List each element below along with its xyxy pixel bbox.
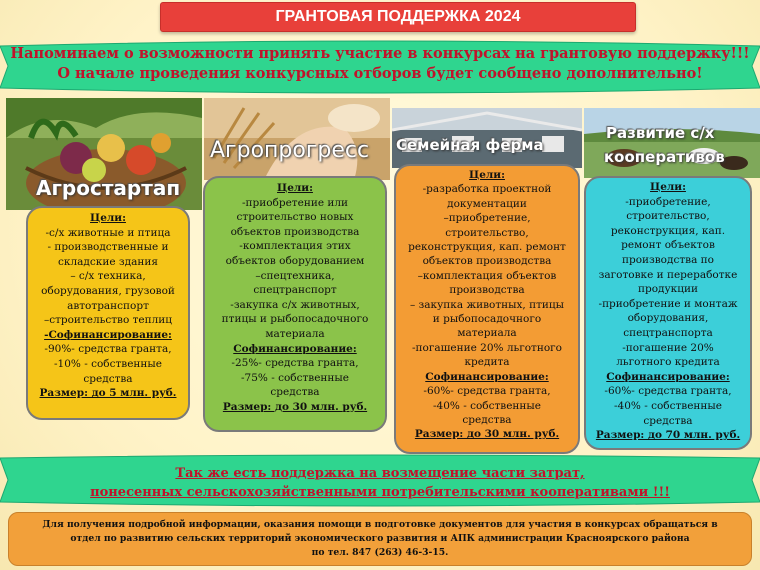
card-text-line: -40% - собственные	[613, 399, 722, 412]
reminder-line-2: О начале проведения конкурсных отборов будет сообщено дополнительно!	[57, 65, 703, 82]
card-text-line: льготного кредита	[616, 356, 720, 369]
family-farm-photo	[392, 108, 582, 168]
card-text-line: ремонт объектов	[621, 239, 715, 252]
card-text-line: –приобретение,	[443, 212, 531, 225]
card-text-line: производства	[449, 284, 525, 297]
card-heading-line: Цели:	[469, 169, 505, 181]
card-heading-line: Размер: до 30 млн. руб.	[414, 428, 560, 441]
cooperatives-label-1: Развитие с/х	[606, 124, 715, 142]
card-text-line: объектов производства	[230, 225, 360, 238]
contact-line-2: отдел по развитию сельских территорий экономического развития и АПК администрации Красноярского района	[70, 533, 690, 544]
card-text-line: -с/х животные и птица	[45, 226, 171, 239]
cooperatives-card	[584, 176, 752, 450]
card-text-line: –спецтехника,	[255, 269, 335, 282]
cooperatives-label-2: кооперативов	[604, 148, 725, 166]
card-text-line: оборудования,	[627, 312, 709, 325]
card-text-line: -40% - собственные	[432, 399, 541, 412]
card-text-line: -комплектация этих	[239, 240, 351, 253]
card-text-line: -приобретение или	[241, 196, 349, 209]
card-text-line: – с/х техника,	[70, 270, 146, 283]
card-text-line: реконструкция, кап. ремонт	[408, 241, 566, 254]
compensation-line-1: Так же есть поддержка на возмещение части затрат,	[175, 466, 585, 481]
card-heading-line: Цели:	[90, 212, 126, 224]
agroprogress-photo	[204, 98, 390, 180]
card-text-line: и рыбопосадочного	[432, 313, 542, 326]
card-text-line: -90%- средства гранта,	[44, 343, 172, 356]
card-text-line: -приобретение и монтаж	[598, 297, 738, 310]
card-heading-line: Цели:	[650, 181, 686, 193]
card-text-line: птицы и рыбопосадочного	[221, 313, 369, 326]
card-text-line: –комплектация объектов	[417, 269, 557, 282]
card-text-line: средства	[270, 386, 320, 399]
reminder-text	[0, 44, 760, 84]
card-heading-line: Софинансирование:	[425, 370, 549, 383]
card-text-line: спецтранспорт	[253, 284, 337, 297]
card-text-line: материала	[265, 327, 325, 340]
agroprogress-label: Агропрогресс	[210, 138, 370, 163]
card-heading-line: Размер: до 70 млн. руб.	[595, 429, 741, 442]
card-text-line: материала	[457, 327, 517, 340]
card-text-line: заготовке и переработке	[598, 268, 738, 281]
card-text-line: средства	[462, 413, 512, 426]
card-text-line: спецтранспорта	[623, 326, 713, 339]
card-text-line: –строительство теплиц	[43, 314, 173, 327]
card-text-line: -60%- средства гранта,	[604, 385, 732, 398]
card-text-line: документации	[447, 197, 527, 210]
card-text-line: -приобретение,	[625, 195, 711, 208]
card-text-line: -10% - собственные	[53, 357, 162, 370]
card-text-line: -погашение 20% льготного	[412, 341, 562, 354]
card-text-line: – закупка животных, птицы	[409, 298, 565, 311]
card-text-line: средства	[83, 372, 133, 385]
card-heading-line: Софинансирование:	[606, 370, 730, 383]
card-text-line: объектов оборудованием	[225, 254, 365, 267]
card-text-line: автотранспорт	[67, 299, 149, 312]
reminder-line-1: Напоминаем о возможности принять участие в конкурсах на грантовую поддержку!!!	[10, 45, 750, 62]
card-text-line: средства	[643, 414, 693, 427]
card-text-line: строительство новых	[236, 211, 354, 224]
card-text-line: кредита	[464, 356, 510, 369]
card-text-line: -закупка с/х животных,	[230, 298, 360, 311]
card-heading-line: Размер: до 30 млн. руб.	[222, 400, 368, 413]
contact-phone: по тел. 847 (263) 46-3-15.	[311, 547, 449, 558]
card-text-line: складские здания	[58, 255, 158, 268]
agrostartap-photo	[6, 98, 202, 210]
compensation-line-2: понесенных сельскохозяйственными потребительскими кооперативами !!!	[90, 485, 670, 500]
page-title: ГРАНТОВАЯ ПОДДЕРЖКА 2024	[160, 2, 636, 32]
agrostartap-label: Агростартап	[36, 176, 181, 200]
agrostartap-card	[26, 206, 190, 420]
family-farm-card	[394, 164, 580, 454]
cooperatives-photo	[584, 108, 760, 178]
card-text-line: -погашение 20%	[622, 341, 714, 354]
card-text-line: - производственные и	[47, 241, 169, 254]
card-text-line: -60%- средства гранта,	[423, 385, 551, 398]
contact-footer	[8, 512, 752, 566]
card-text-line: строительство,	[626, 210, 710, 223]
card-text-line: реконструкция, кап.	[610, 224, 726, 237]
compensation-text	[0, 464, 760, 502]
card-text-line: -разработка проектной	[422, 183, 552, 196]
agroprogress-card	[203, 176, 387, 432]
contact-line-1: Для получения подробной информации, оказания помощи в подготовке документов для участия в конкурсах обращаться в	[42, 519, 718, 530]
card-heading-line: Размер: до 5 млн. руб.	[39, 387, 177, 400]
card-heading-line: Софинансирование:	[233, 342, 357, 355]
card-text-line: -75% - собственные	[240, 371, 349, 384]
card-text-line: -25%- средства гранта,	[231, 357, 359, 370]
card-text-line: объектов производства	[422, 255, 552, 268]
card-text-line: производства по	[622, 253, 714, 266]
card-heading-line: -Софинансирование:	[44, 328, 172, 341]
family-farm-label: Семейная ферма	[396, 136, 544, 154]
card-text-line: оборудования, грузовой	[41, 284, 175, 297]
card-text-line: продукции	[638, 283, 698, 296]
card-text-line: строительство,	[445, 226, 529, 239]
card-heading-line: Цели:	[277, 182, 313, 194]
